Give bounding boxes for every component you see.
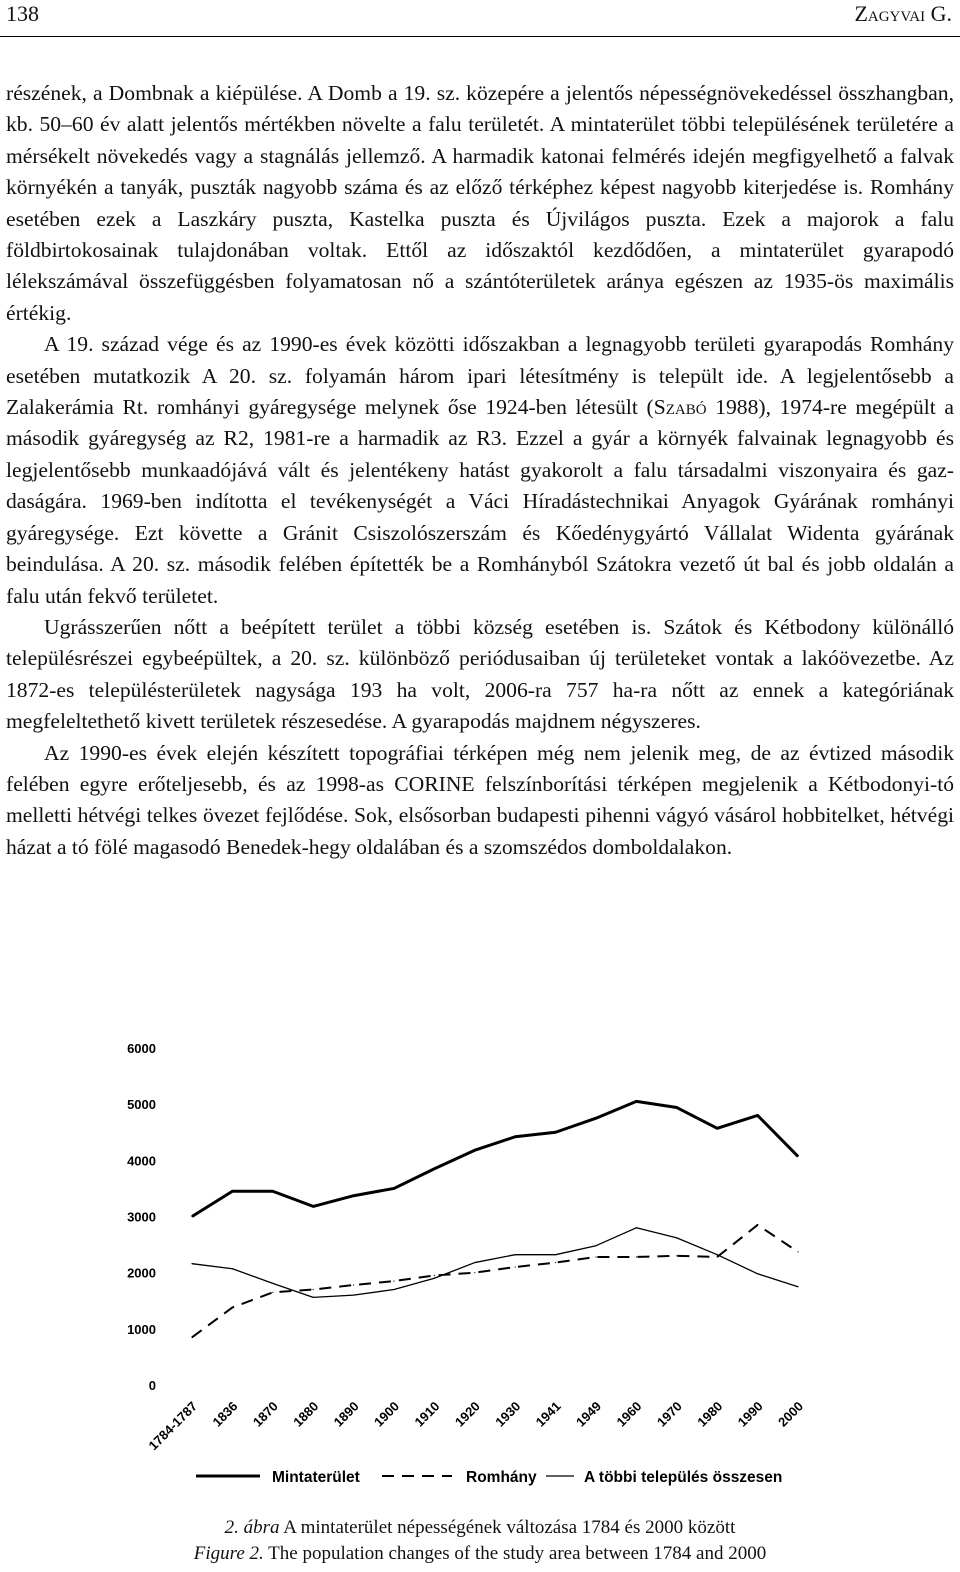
series-1-point	[272, 1191, 273, 1192]
series-2-point	[636, 1256, 637, 1257]
series-1-point	[797, 1156, 798, 1157]
series-1-point	[353, 1195, 354, 1196]
series-2-point	[515, 1266, 516, 1267]
series-2-point	[434, 1275, 435, 1276]
population-line-chart	[100, 1032, 820, 1510]
x-tick-label: 1870	[249, 1398, 281, 1430]
x-tick-label: 2000	[775, 1398, 807, 1430]
y-tick-label: 5000	[127, 1097, 156, 1113]
y-tick-label: 6000	[127, 1041, 156, 1056]
figure-label-english: Figure 2.	[193, 1543, 264, 1564]
series-2-point	[555, 1262, 556, 1263]
series-3-point	[474, 1262, 475, 1263]
series-2-point	[232, 1307, 233, 1308]
series-1-point	[313, 1206, 314, 1207]
series-1-point	[393, 1188, 394, 1189]
x-tick-label: 1836	[209, 1398, 241, 1430]
series-3-point	[595, 1245, 596, 1246]
x-tick-label: 1960	[613, 1398, 645, 1430]
series-3-point	[434, 1278, 435, 1279]
figure-caption-english	[0, 1542, 960, 1566]
x-tick-label: 1980	[694, 1398, 726, 1430]
legend-label-2: Romhány	[466, 1469, 537, 1486]
series-3-point	[757, 1273, 758, 1274]
paragraph-3: Ugrásszerűen nőtt a beépített terület a többi község esetében is. Szátok és Kétbodony különálló településrészei egybeépültek, a 20. sz. különböző periódusaiban új területeket vontak a lakóövezetbe. Az 1872-es településterületek nagysága 193 ha volt, 2006-ra 757 ha-ra nőtt az ennek a kategóriának megfeleltethető kivett területek részesedése. A gyarapodás majdnem négyszeres.	[6, 614, 954, 734]
series-1-point	[595, 1118, 596, 1119]
x-tick-label: 1920	[451, 1398, 483, 1430]
series-2-point	[757, 1224, 758, 1225]
series-2-point	[474, 1272, 475, 1273]
legend-label-3: A többi település összesen	[584, 1469, 783, 1486]
series-3-point	[353, 1295, 354, 1296]
series-2-point	[393, 1280, 394, 1281]
series-2-point	[797, 1251, 798, 1252]
y-tick-label: 1000	[127, 1321, 156, 1337]
series-3-point	[797, 1286, 798, 1287]
series-3-point	[676, 1237, 677, 1238]
series-3-point	[636, 1227, 637, 1228]
series-2-point	[595, 1256, 596, 1257]
series-1-point	[636, 1101, 637, 1102]
series-3-point	[717, 1254, 718, 1255]
body-text	[6, 78, 954, 863]
page-number: 138	[6, 1, 39, 26]
series-3-point	[232, 1268, 233, 1269]
x-tick-label: 1949	[573, 1398, 605, 1430]
citation-author: Szabó	[653, 395, 707, 420]
paragraph-2-start: A 19. század vége és az 1990-es évek közötti időszakban a legnagyobb területi gyarapodás Romhány esetében mutatkozik A 20. sz. folyamán három ipari létesítmény is települt ide. A legjelentősebb a Zalakerámia Rt. romhányi gyáregysége melynek őse 1924-ben létesült (	[6, 332, 954, 420]
series-1-point	[434, 1168, 435, 1169]
x-tick-label: 1910	[411, 1398, 443, 1430]
series-2-point	[313, 1289, 314, 1290]
running-head: Zagyvai G.	[854, 1, 952, 26]
series-2-point	[353, 1284, 354, 1285]
series-1-point	[474, 1150, 475, 1151]
series-1-point	[717, 1128, 718, 1129]
series-1-point	[555, 1132, 556, 1133]
series-2-point	[191, 1337, 192, 1338]
x-tick-label: 1784-1787	[145, 1398, 201, 1454]
series-3-point	[272, 1283, 273, 1284]
figure-label-hungarian: 2. ábra	[224, 1517, 280, 1538]
x-tick-label: 1880	[290, 1398, 322, 1430]
legend-label-1: Mintaterület	[272, 1469, 360, 1486]
series-2-point	[676, 1255, 677, 1256]
x-tick-label: 1930	[492, 1398, 524, 1430]
paragraph-2	[6, 329, 954, 612]
series-3-point	[555, 1254, 556, 1255]
series-3-point	[515, 1254, 516, 1255]
y-tick-label: 2000	[127, 1265, 156, 1281]
series-1-point	[757, 1115, 758, 1116]
x-tick-label: 1990	[734, 1398, 766, 1430]
x-tick-label: 1890	[330, 1398, 362, 1430]
y-tick-label: 4000	[127, 1153, 156, 1169]
series-1-point	[191, 1216, 192, 1217]
series-2-point	[272, 1292, 273, 1293]
paragraph-2-end: 1988), 1974-re megépült a második gyáregység az R2, 1981-re a harmadik az R3. Ezzel a gyár a környék falvainak legnagyobb és legjelentősebb munkaadójává vált és jelentékeny hatást gyakorolt a falu társadalmi viszonyaira és gazdaságára. 1969-ben indította el tevékenységét a Váci Híradástechnikai Anyagok Gyárának romhányi gyáregysége. Ezt követte a Gránit Csiszolószerszám és Kőedénygyártó Vállalat Widenta gyárának beindulása. A 20. sz. második felében építették be a Romhányból Szátokra vezető út bal és jobb oldalán a falu után fekvő területet.	[6, 395, 954, 608]
series-3-point	[393, 1289, 394, 1290]
series-3-point	[191, 1263, 192, 1264]
series-line-2	[192, 1225, 798, 1337]
x-tick-label: 1941	[532, 1398, 564, 1430]
x-tick-label: 1970	[653, 1398, 685, 1430]
paragraph-1: részének, a Dombnak a kiépülése. A Domb a 19. sz. közepére a jelentős népességnövekedéssel összhangban, kb. 50–60 év alatt jelentős mértékben növelte a falu területét. A mintaterület többi településének területére a mérsékelt növekedés vagy a stagnálás jellemző. A harmadik katonai felmérés idején megfigyelhető a falvak környékén a tanyák, puszták nagyobb száma és az előző térképhez képest nagyobb kiterjedése is. Romhány esetében ezek a Laszkáry puszta, Kastelka puszta és Újvilágos puszta. Ezek a majorok a falu földbirtokosainak tulajdonában voltak. Ettől az időszaktól kezdődően, a mintaterület gyarapodó lélekszámával összefüggésben folyamatosan nő a szántóterületek aránya egészen az 1935-ös maximális értékig.	[6, 81, 954, 325]
series-1-point	[232, 1191, 233, 1192]
series-line-3	[192, 1228, 798, 1298]
paragraph-4: Az 1990-es évek elején készített topográfiai térképen még nem jelenik meg, de az évtized második felében egyre erőteljesebb, és az 1998-as CORINE felszínborítási térképen megjelenik a Kétbodonyi-tó melletti hétvégi telkes övezet fejlődése. Sok, elsősorban budapesti pihenni vágyó vásárol hobbitelket, hétvégi házat a tó fölé magasodó Benedek-hegy oldalában és a szomszédos domboldalakon.	[6, 740, 954, 859]
figure-caption-hungarian	[0, 1516, 960, 1540]
y-tick-label: 0	[148, 1378, 156, 1393]
figure-caption-text-english: The population changes of the study area between 1784 and 2000	[263, 1543, 767, 1564]
series-line-1	[192, 1101, 798, 1216]
page-header	[0, 0, 960, 37]
x-tick-label: 1900	[371, 1398, 403, 1430]
figure-caption-text-hungarian: A mintaterület népességének változása 1784 és 2000 között	[279, 1517, 736, 1538]
series-3-point	[313, 1297, 314, 1298]
series-2-point	[717, 1256, 718, 1257]
series-1-point	[515, 1136, 516, 1137]
y-tick-label: 3000	[127, 1209, 156, 1225]
series-1-point	[676, 1107, 677, 1108]
